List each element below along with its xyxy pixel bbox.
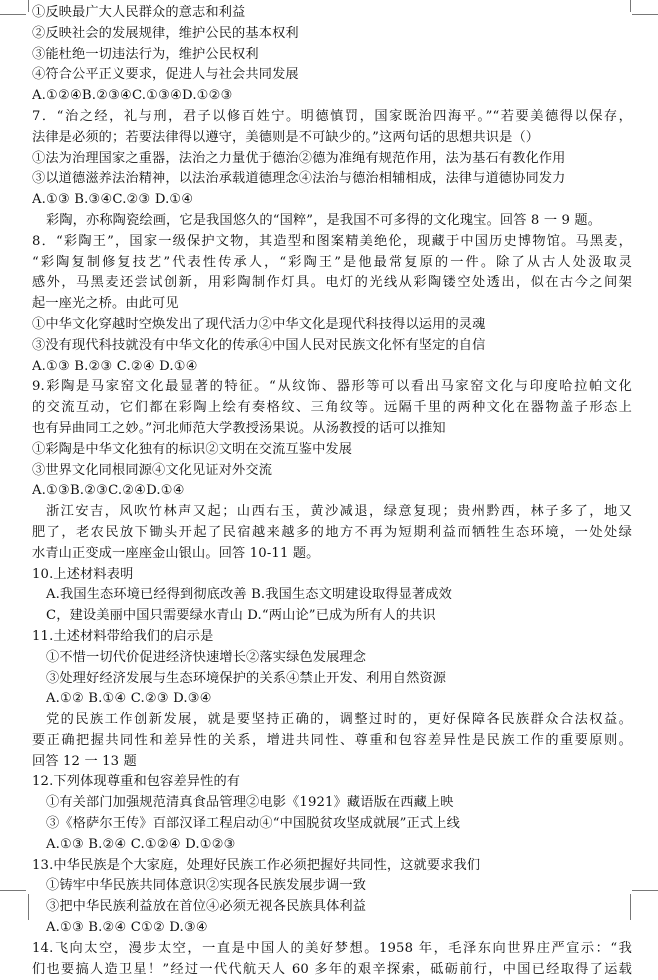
- q10-option-a-b: A.我国生态环境已经得到彻底改善 B.我国生态文明建设取得显著成效: [46, 587, 452, 603]
- q12-option-1-2: ①有关部门加强规范清真食品管理②电影《1921》藏语版在西藏上映: [46, 795, 454, 811]
- crop-mark-bottom-left-horizontal: [0, 890, 26, 891]
- q13-stem: 13.中华民族是个大家庭，处理好民族工作必须把握好共同性，这就要求我们: [32, 857, 481, 873]
- q10-stem: 10.上述材料表明: [32, 566, 134, 582]
- crop-mark-top-right-horizontal: [632, 14, 658, 15]
- q6-choices: A.①②④B.②③④C.①③④D.①②③: [32, 88, 233, 104]
- q10-11-passage-line-3: 水青山正变成一座座金山银山。回答 10-11 题。: [32, 545, 320, 561]
- q6-option-1: ①反映最广大人民群众的意志和利益: [32, 5, 246, 20]
- q11-option-3-4: ③处理好经济发展与生态环境保护的关系④禁止开发、利用自然资源: [46, 670, 447, 686]
- q9-option-1-2: ①彩陶是中华文化独有的标识②文明在交流互鉴中发展: [32, 441, 353, 457]
- q7-stem-line-2: 法律是必须的；若要法律得以遵守，美德则是不可缺少的。”这两句话的思想共识是（）: [32, 129, 540, 145]
- q9-option-3-4: ③世界文化同根同源④文化见证对外交流: [32, 462, 273, 478]
- q7-option-3-4: ③以道德滋养法治精神，以法治承载道德理念④法治与德治相辅相成，法律与道德协同发力: [32, 171, 566, 187]
- q6-option-4: ④符合公平正义要求，促进人与社会共同发展: [32, 67, 299, 83]
- q11-choices: A.①② B.①④ C.②③ D.③④: [46, 691, 212, 707]
- q10-11-passage-line-1: 浙江安吉，风吹竹林声又起；山西右玉，黄沙减退，绿意复现；贵州黔西，林子多了，地又: [46, 504, 632, 520]
- q7-option-1-2: ①法为治理国家之重器，法治之力量优于德治②德为准绳有规范作用，法为基石有教化作用: [32, 150, 566, 166]
- q13-option-3-4: ③把中华民族利益放在首位④必须无视各民族具体利益: [46, 899, 367, 915]
- q8-option-1-2: ①中华文化穿越时空焕发出了现代活力②中华文化是现代科技得以运用的灵魂: [32, 316, 486, 332]
- q12-option-3-4: ③《格萨尔王传》百部汉译工程启动④“中国脱贫攻坚成就展”正式上线: [46, 816, 460, 832]
- q8-stem-line-1: 8．“彩陶王”，国家一级保护文物，其造型和图案精美绝伦，现藏于中国历史博物馆。马黑麦，: [32, 233, 632, 249]
- q8-choices: A.①③ B.②③ C.②④ D.①④: [32, 358, 198, 374]
- q9-stem-line-3: 也有异曲同工之妙。”河北师范大学教授汤果说。从汤教授的话可以推知: [32, 420, 446, 436]
- q9-stem-line-1: 9.彩陶是马家窑文化最显著的特征。“从纹饰、器形等可以看出马家窑文化与印度哈拉帕文化: [32, 379, 632, 395]
- crop-mark-bottom-right-horizontal: [632, 890, 658, 891]
- q6-option-3: ③能杜绝一切违法行为，维护公民权利: [32, 46, 259, 62]
- q10-11-passage-line-2: 肥了，老农民放下锄头开起了民宿越来越多的地方不再为短期利益而牺牲生态环境，一处处绿: [32, 524, 632, 540]
- q14-stem-line-2: 们也要搞人造卫星！”经过一代代航天人 60 多年的艰辛探索，砥砺前行，中国已经取得了运载: [32, 961, 632, 977]
- q11-option-1-2: ①不惜一切代价促进经济快速增长②落实绿色发展理念: [46, 649, 367, 665]
- q10-option-c-d: C，建设美丽中国只需要绿水青山 D.“两山论”已成为所有人的共识: [46, 608, 436, 624]
- q8-stem-line-4: 起一座光之桥。由此可见: [32, 296, 179, 312]
- q12-choices: A.①③ B.②④ C.①②④ D.①②③: [46, 836, 236, 852]
- q8-9-intro: 彩陶，亦称陶瓷绘画，它是我国悠久的“国粹”，是我国不可多得的文化瑰宝。回答 8 一 9 题。: [46, 212, 602, 228]
- q13-choices: A.①③ B.②④ C①② D.③④: [46, 920, 208, 936]
- crop-mark-top-left-vertical: [28, 0, 29, 12]
- q12-13-passage-line-1: 党的民族工作创新发展，就是要坚持正确的，调整过时的，更好保障各民族群众合法权益。: [46, 712, 632, 728]
- q8-stem-line-3: 感外，马黑麦还尝试创新，用彩陶制作灯具。电灯的光线从彩陶镂空处透出，似在古今之间架: [32, 275, 632, 291]
- q8-option-3-4: ③没有现代科技就没有中华文化的传承④中国人民对民族文化怀有坚定的自信: [32, 337, 486, 353]
- q14-stem-line-1: 14.飞向太空，漫步太空，一直是中国人的美好梦想。1958 年，毛泽东向世界庄严宣示：“我: [32, 940, 632, 956]
- q12-13-passage-line-2: 要正确把握共同性和差异性的关系，增进共同性、尊重和包容差异性是民族工作的重要原则。: [32, 732, 632, 748]
- q12-13-passage-line-3: 回答 12 一 13 题: [32, 753, 137, 769]
- crop-mark-bottom-left-vertical: [28, 894, 29, 920]
- q9-stem-line-2: 的交流互动，它们都在彩陶上绘有奏格纹、三角纹等。远隔千里的两种文化在器物盖子形态上: [32, 400, 632, 416]
- q9-choices: A.①③B.②③C.②④D.①④: [32, 483, 185, 499]
- crop-mark-top-left-horizontal: [0, 14, 26, 15]
- q6-option-2: ②反映社会的发展规律，维护公民的基本权利: [32, 25, 299, 41]
- q13-option-1-2: ①铸牢中华民族共同体意识②实现各民族发展步调一致: [46, 878, 367, 894]
- q7-choices: A.①③ B.③④C.②③ D.①④: [32, 192, 194, 208]
- q7-stem-line-1: 7．“治之经，礼与刑，君子以修百姓宁。明德慎罚，国家既治四海平。”“若要美德得以保存，: [32, 108, 632, 124]
- exam-page: [32, 3, 632, 980]
- q12-stem: 12.下列体现尊重和包容差异性的有: [32, 774, 241, 790]
- q11-stem: 11.土述材料带给我们的启示是: [32, 628, 214, 644]
- q8-stem-line-2: “彩陶复制修复技艺”代表性传承人，“彩陶王”是他最常复原的一件。除了从古人处汲取灵: [32, 254, 632, 270]
